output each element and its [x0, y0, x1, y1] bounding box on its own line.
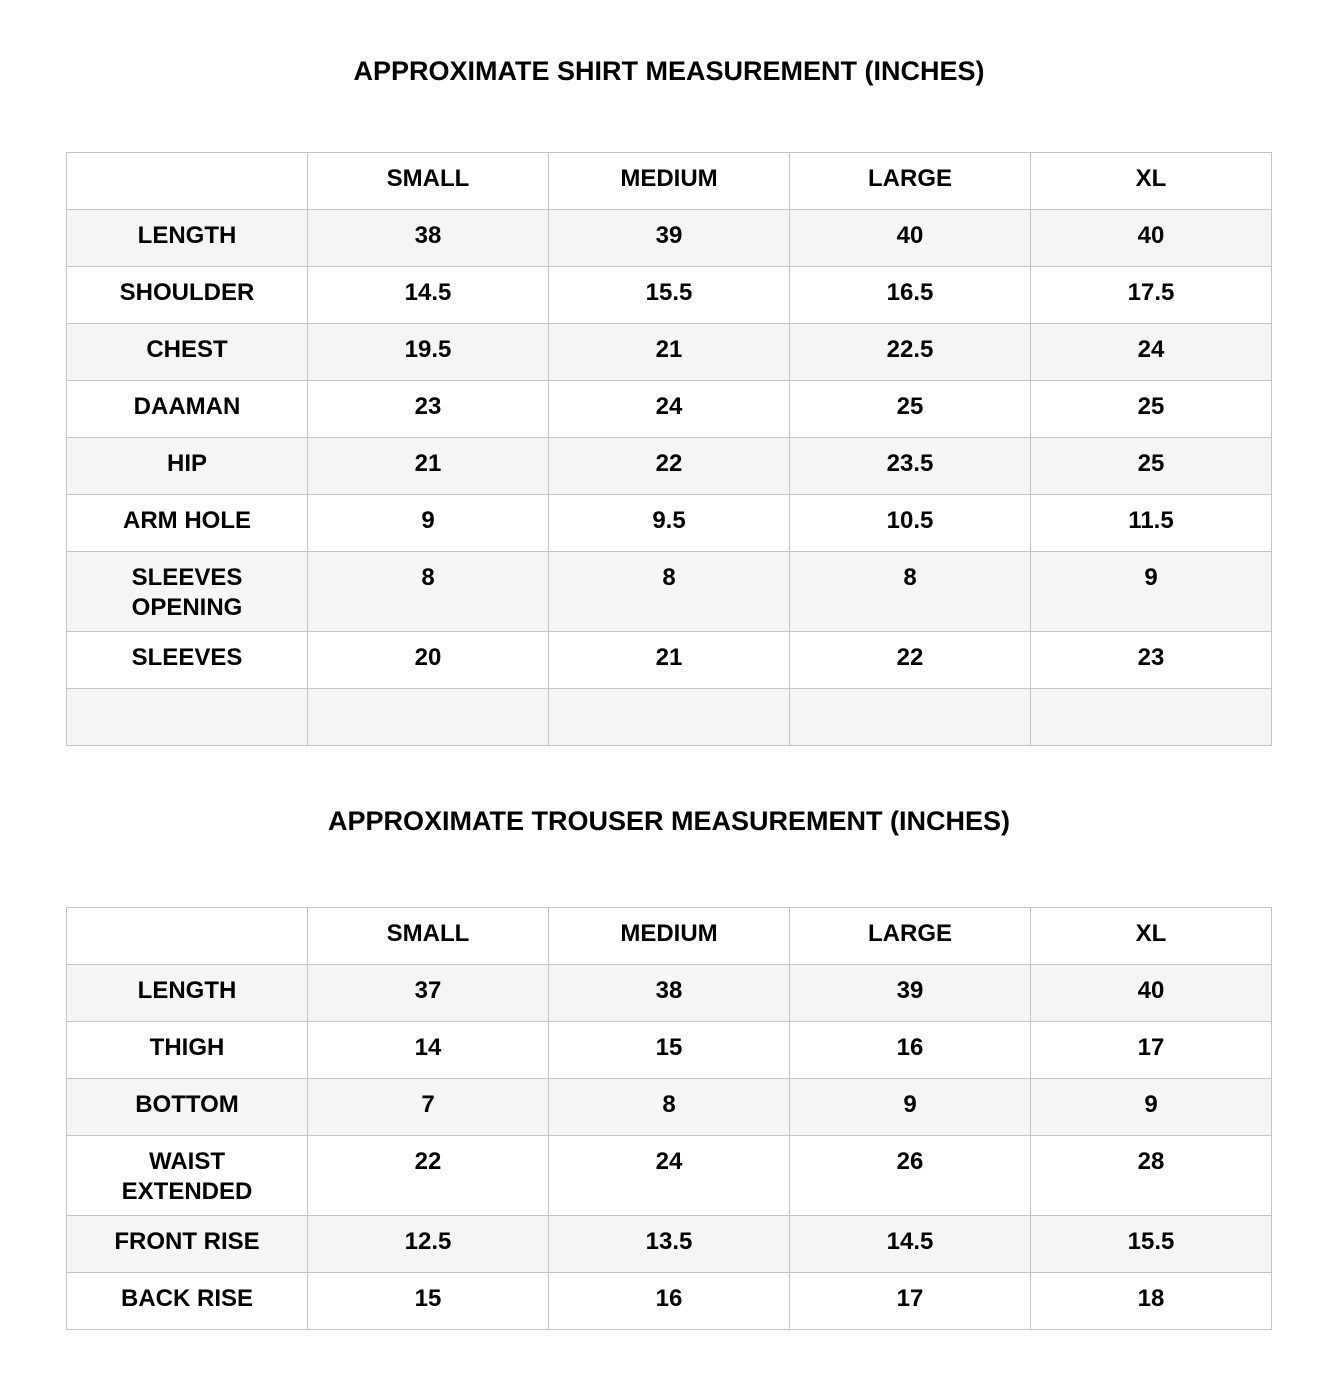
table-row: [67, 965, 1272, 1022]
table-cell: 9: [790, 1079, 1031, 1136]
table-row: [67, 552, 1272, 632]
table-cell: 12.5: [308, 1216, 549, 1273]
header-cell-xl: XL: [1031, 153, 1272, 210]
table-cell: 40: [790, 210, 1031, 267]
table-cell: 16: [549, 1273, 790, 1330]
trouser-measurement-title: APPROXIMATE TROUSER MEASUREMENT (INCHES): [327, 806, 1011, 836]
table-row: [67, 1079, 1272, 1136]
table-row: [67, 1022, 1272, 1079]
table-cell: 9.5: [549, 495, 790, 552]
row-label: [67, 689, 308, 746]
row-label: FRONT RISE: [67, 1216, 308, 1273]
table-row: [67, 438, 1272, 495]
table-cell: 37: [308, 965, 549, 1022]
row-label: CHEST: [67, 324, 308, 381]
table-cell: 8: [549, 1079, 790, 1136]
table-cell: 13.5: [549, 1216, 790, 1273]
header-cell-small: SMALL: [308, 153, 549, 210]
table-cell: 25: [1031, 438, 1272, 495]
table-cell: 22: [549, 438, 790, 495]
row-label: ARM HOLE: [67, 495, 308, 552]
table-cell: 9: [1031, 552, 1272, 632]
table-row: [67, 1273, 1272, 1330]
table-cell: 22.5: [790, 324, 1031, 381]
table-cell: 24: [549, 381, 790, 438]
table-cell: 21: [549, 632, 790, 689]
row-label: LENGTH: [67, 210, 308, 267]
header-cell-large: LARGE: [790, 153, 1031, 210]
table-cell: 40: [1031, 965, 1272, 1022]
table-cell: 14: [308, 1022, 549, 1079]
table-cell: 14.5: [308, 267, 549, 324]
trouser-size-table: [66, 907, 1272, 1330]
table-row: [67, 267, 1272, 324]
row-label: LENGTH: [67, 965, 308, 1022]
table-cell: 14.5: [790, 1216, 1031, 1273]
table-cell: [308, 689, 549, 746]
table-cell: 25: [1031, 381, 1272, 438]
table-cell: [1031, 689, 1272, 746]
table-cell: [549, 689, 790, 746]
table-cell: 21: [549, 324, 790, 381]
table-cell: [790, 689, 1031, 746]
row-label: SHOULDER: [67, 267, 308, 324]
row-label: DAAMAN: [67, 381, 308, 438]
shirt-measurement-title: APPROXIMATE SHIRT MEASUREMENT (INCHES): [353, 56, 985, 86]
table-cell: 17: [1031, 1022, 1272, 1079]
table-row-empty: [67, 689, 1272, 746]
table-cell: 15: [308, 1273, 549, 1330]
table-row: [67, 210, 1272, 267]
row-label: THIGH: [67, 1022, 308, 1079]
table-cell: 26: [790, 1136, 1031, 1216]
table-cell: 16.5: [790, 267, 1031, 324]
table-cell: 17: [790, 1273, 1031, 1330]
header-cell-large: LARGE: [790, 908, 1031, 965]
header-cell-medium: MEDIUM: [549, 908, 790, 965]
row-label: [67, 552, 308, 632]
table-row: [67, 495, 1272, 552]
row-label-text: WAIST EXTENDED: [121, 1148, 253, 1205]
table-header-row: [67, 908, 1272, 965]
row-label: HIP: [67, 438, 308, 495]
table-cell: 21: [308, 438, 549, 495]
header-cell: [67, 153, 308, 210]
table-cell: 15.5: [549, 267, 790, 324]
shirt-size-table: [66, 152, 1272, 746]
table-cell: 22: [308, 1136, 549, 1216]
table-cell: 23: [1031, 632, 1272, 689]
row-label: SLEEVES: [67, 632, 308, 689]
table-cell: 9: [1031, 1079, 1272, 1136]
table-cell: 22: [790, 632, 1031, 689]
table-cell: 11.5: [1031, 495, 1272, 552]
table-cell: 40: [1031, 210, 1272, 267]
table-cell: 10.5: [790, 495, 1031, 552]
table-cell: 15.5: [1031, 1216, 1272, 1273]
table-row: [67, 1216, 1272, 1273]
table-cell: 39: [790, 965, 1031, 1022]
table-cell: 9: [308, 495, 549, 552]
table-cell: 16: [790, 1022, 1031, 1079]
table-cell: 28: [1031, 1136, 1272, 1216]
table-cell: 18: [1031, 1273, 1272, 1330]
table-cell: 17.5: [1031, 267, 1272, 324]
table-cell: 8: [790, 552, 1031, 632]
table-cell: 20: [308, 632, 549, 689]
table-cell: 39: [549, 210, 790, 267]
table-row: [67, 324, 1272, 381]
table-cell: 23: [308, 381, 549, 438]
table-cell: 38: [549, 965, 790, 1022]
table-cell: 8: [549, 552, 790, 632]
header-cell-xl: XL: [1031, 908, 1272, 965]
table-row: [67, 1136, 1272, 1216]
table-cell: 24: [549, 1136, 790, 1216]
table-cell: 15: [549, 1022, 790, 1079]
row-label-text: SLEEVES OPENING: [131, 564, 243, 621]
table-header-row: [67, 153, 1272, 210]
table-cell: 38: [308, 210, 549, 267]
row-label: BOTTOM: [67, 1079, 308, 1136]
table-row: [67, 381, 1272, 438]
header-cell: [67, 908, 308, 965]
table-cell: 24: [1031, 324, 1272, 381]
header-cell-small: SMALL: [308, 908, 549, 965]
table-cell: 8: [308, 552, 549, 632]
table-cell: 25: [790, 381, 1031, 438]
table-row: [67, 632, 1272, 689]
table-cell: 7: [308, 1079, 549, 1136]
table-cell: 23.5: [790, 438, 1031, 495]
header-cell-medium: MEDIUM: [549, 153, 790, 210]
row-label: BACK RISE: [67, 1273, 308, 1330]
row-label: [67, 1136, 308, 1216]
table-cell: 19.5: [308, 324, 549, 381]
